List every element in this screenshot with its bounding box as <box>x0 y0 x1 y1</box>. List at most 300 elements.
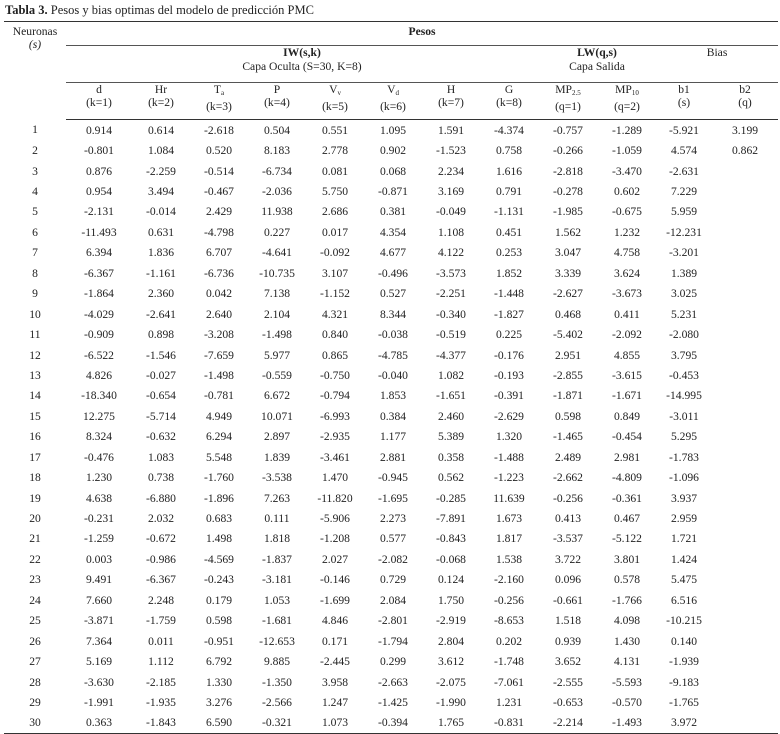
table-cell: -0.871 <box>378 185 408 199</box>
column-header <box>480 83 538 120</box>
table-cell <box>712 202 778 222</box>
table-cell: 0.598 <box>554 409 582 423</box>
table-cell <box>712 427 778 447</box>
table-cell: 4.098 <box>613 614 641 628</box>
table-cell: 0.791 <box>495 185 523 199</box>
table-row <box>4 324 778 344</box>
table-cell: 5.977 <box>263 348 291 362</box>
table-cell: -1.152 <box>320 287 350 301</box>
table-cell: 2.234 <box>437 164 465 178</box>
iw-title: IW(s,k) <box>283 46 321 59</box>
table-cell: 0.578 <box>613 573 641 587</box>
neuron-index: 16 <box>29 430 41 444</box>
table-cell: -0.321 <box>248 713 306 734</box>
column-name <box>598 83 656 100</box>
table-cell: 0.124 <box>437 573 465 587</box>
table-cell: 0.738 <box>147 471 175 485</box>
table-cell: 0.202 <box>495 634 523 648</box>
table-cell: 3.107 <box>321 266 349 280</box>
table-row <box>4 651 778 671</box>
table-cell: 8.324 <box>85 430 113 444</box>
table-cell: 5.295 <box>670 430 698 444</box>
table-cell: 0.504 <box>263 123 291 137</box>
table-cell: -4.569 <box>204 552 234 566</box>
table-cell: 4.122 <box>437 246 465 260</box>
column-name <box>538 83 598 100</box>
table-cell: 5.389 <box>437 430 465 444</box>
table-cell: -2.566 <box>262 695 292 709</box>
table-cell: 3.612 <box>437 655 465 669</box>
column-header <box>190 83 248 120</box>
table-cell: -6.993 <box>320 409 350 423</box>
column-index: (k=6) <box>380 100 406 113</box>
table-cell: 1.084 <box>147 144 175 158</box>
table-cell: 9.885 <box>263 655 291 669</box>
table-cell: -0.653 <box>553 695 583 709</box>
column-index: (k=2) <box>148 96 174 109</box>
neuron-index: 1 <box>32 123 38 137</box>
table-cell: -9.183 <box>669 675 699 689</box>
column-header <box>656 83 712 120</box>
neuronas-header <box>4 22 66 120</box>
table-cell: -4.029 <box>84 307 114 321</box>
table-row <box>4 304 778 324</box>
table-cell: 1.230 <box>85 471 113 485</box>
lw-sub: Capa Salida <box>569 60 625 73</box>
table-cell: -2.855 <box>553 368 583 382</box>
table-cell: -1.843 <box>132 713 190 734</box>
table-cell: 2.084 <box>379 593 407 607</box>
table-cell: -1.493 <box>598 713 656 734</box>
table-cell: -0.559 <box>262 368 292 382</box>
table-cell: 4.826 <box>85 368 113 382</box>
table-cell: 4.846 <box>321 614 349 628</box>
iw-sub: Capa Oculta (S=30, K=8) <box>242 60 362 73</box>
table-cell: -0.068 <box>436 552 466 566</box>
table-cell: -0.909 <box>84 328 114 342</box>
table-cell: -10.215 <box>666 614 702 628</box>
table-cell: 0.253 <box>495 246 523 260</box>
table-cell: -1.523 <box>436 144 466 158</box>
table-cell: 2.104 <box>263 307 291 321</box>
table-cell: 3.339 <box>554 266 582 280</box>
table-cell: -12.653 <box>259 634 295 648</box>
table-cell: 3.169 <box>437 185 465 199</box>
caption-label: Tabla 3. <box>5 3 48 17</box>
column-name <box>656 83 712 96</box>
table-cell: 0.562 <box>437 471 465 485</box>
table-cell: 2.027 <box>321 552 349 566</box>
table-cell: 3.958 <box>321 675 349 689</box>
table-cell: -2.662 <box>553 471 583 485</box>
table-cell: 0.451 <box>495 225 523 239</box>
table-cell: 0.381 <box>379 205 407 219</box>
column-name <box>190 83 248 100</box>
table-cell: 1.095 <box>379 123 407 137</box>
table-cell: 1.817 <box>495 532 523 546</box>
table-cell: 0.468 <box>554 307 582 321</box>
table-cell: 1.616 <box>495 164 523 178</box>
table-cell: -0.632 <box>146 430 176 444</box>
table-cell: -2.131 <box>84 205 114 219</box>
table-cell: -0.831 <box>480 713 538 734</box>
table-cell: 1.232 <box>613 225 641 239</box>
table-cell <box>712 549 778 569</box>
table-cell: 3.624 <box>613 266 641 280</box>
table-cell: -3.615 <box>612 368 642 382</box>
table-cell: 1.852 <box>495 266 523 280</box>
table-cell: -3.673 <box>612 287 642 301</box>
column-name <box>480 83 538 96</box>
table-cell: -14.995 <box>666 389 702 403</box>
table-cell: -6.367 <box>146 573 176 587</box>
table-cell: 0.631 <box>147 225 175 239</box>
table-row <box>4 631 778 651</box>
table-cell: 0.954 <box>85 185 113 199</box>
neuron-index: 8 <box>32 266 38 280</box>
table-cell: -1.096 <box>669 471 699 485</box>
table-row <box>4 161 778 181</box>
table-cell: -0.661 <box>553 593 583 607</box>
table-cell: 6.516 <box>670 593 698 607</box>
table-cell: -2.160 <box>494 573 524 587</box>
table-cell: 4.321 <box>321 307 349 321</box>
neuron-index: 4 <box>32 185 38 199</box>
table-cell: 7.660 <box>85 593 113 607</box>
table-cell: -3.011 <box>669 409 699 423</box>
table-cell: 3.795 <box>670 348 698 362</box>
table-cell: -1.896 <box>204 491 234 505</box>
table-cell: 5.475 <box>670 573 698 587</box>
table-cell: -2.185 <box>146 675 176 689</box>
table-cell: 11.639 <box>493 491 525 505</box>
table-cell: 0.849 <box>613 409 641 423</box>
neuron-index: 13 <box>29 368 41 382</box>
table-cell: 5.959 <box>670 205 698 219</box>
table-cell: -1.827 <box>494 307 524 321</box>
table-row <box>4 611 778 631</box>
table-cell: 7.263 <box>263 491 291 505</box>
table-cell: 6.707 <box>205 246 233 260</box>
neuron-index: 30 <box>4 713 66 734</box>
table-cell: -3.871 <box>84 614 114 628</box>
neuron-index: 27 <box>29 655 41 669</box>
column-header <box>66 83 132 120</box>
table-cell: -0.843 <box>436 532 466 546</box>
table-cell: -2.629 <box>494 409 524 423</box>
table-cell: 0.358 <box>437 450 465 464</box>
table-cell: 1.231 <box>495 695 523 709</box>
table-cell: -1.864 <box>84 287 114 301</box>
table-cell: 4.855 <box>613 348 641 362</box>
neuron-index: 11 <box>29 328 41 342</box>
table-row <box>4 222 778 242</box>
table-cell: -6.736 <box>204 266 234 280</box>
table-cell: 0.914 <box>85 123 113 137</box>
table-cell: -5.593 <box>612 675 642 689</box>
neuron-index: 29 <box>29 695 41 709</box>
table-cell: -12.231 <box>666 225 702 239</box>
table-cell: -0.394 <box>364 713 422 734</box>
column-subscript: 2.5 <box>572 89 581 97</box>
table-cell: -3.461 <box>320 450 350 464</box>
table-cell: 2.429 <box>205 205 233 219</box>
column-symbol: H <box>446 83 456 96</box>
table-row <box>4 590 778 610</box>
table-cell: 1.053 <box>263 593 291 607</box>
table-cell: 0.140 <box>670 634 698 648</box>
neuron-index: 9 <box>32 287 38 301</box>
table-cell: -1.259 <box>84 532 114 546</box>
neuron-index: 20 <box>29 512 41 526</box>
table-cell: -0.654 <box>146 389 176 403</box>
table-row <box>4 713 778 734</box>
neuron-index: 24 <box>29 593 41 607</box>
table-cell: -0.040 <box>378 368 408 382</box>
table-row <box>4 447 778 467</box>
table-cell: -7.891 <box>436 512 466 526</box>
table-cell: 1.083 <box>147 450 175 464</box>
table-cell: 3.801 <box>613 552 641 566</box>
table-cell: -2.935 <box>320 430 350 444</box>
table-cell: -0.476 <box>84 450 114 464</box>
lw-title: LW(q,s) <box>577 46 617 59</box>
table-cell: 0.068 <box>379 164 407 178</box>
table-row <box>4 365 778 385</box>
table-cell: 3.937 <box>670 491 698 505</box>
table-cell: -1.425 <box>378 695 408 709</box>
table-cell: 1.082 <box>437 368 465 382</box>
table-cell: -1.498 <box>204 368 234 382</box>
header-row-2 <box>4 46 778 83</box>
table-cell: -0.014 <box>146 205 176 219</box>
table-cell <box>712 631 778 651</box>
table-cell: -0.340 <box>436 307 466 321</box>
neuron-index: 19 <box>29 491 41 505</box>
table-cell: -2.082 <box>378 552 408 566</box>
table-cell: 0.527 <box>379 287 407 301</box>
table-cell: -3.201 <box>669 246 699 260</box>
table-row <box>4 467 778 487</box>
column-index: (k=8) <box>496 96 522 109</box>
table-cell: -1.699 <box>320 593 350 607</box>
column-header <box>598 83 656 120</box>
table-cell: -0.945 <box>378 471 408 485</box>
table-cell: 1.247 <box>321 695 349 709</box>
table-cell: -4.785 <box>378 348 408 362</box>
table-cell: -1.990 <box>436 695 466 709</box>
table-cell <box>712 488 778 508</box>
table-cell: 3.025 <box>670 287 698 301</box>
column-name <box>712 83 778 96</box>
table-cell: 8.344 <box>379 307 407 321</box>
table-cell: -2.641 <box>146 307 176 321</box>
table-cell: -3.181 <box>262 573 292 587</box>
table-row <box>4 345 778 365</box>
table-cell: 0.614 <box>147 123 175 137</box>
column-index: (k=1) <box>86 96 112 109</box>
table-cell: -18.340 <box>81 389 117 403</box>
column-index: (k=4) <box>264 96 290 109</box>
table-cell: -1.161 <box>146 266 176 280</box>
table-cell: -0.285 <box>436 491 466 505</box>
table-row <box>4 284 778 304</box>
table-cell: -0.231 <box>84 512 114 526</box>
table-row <box>4 263 778 283</box>
table-cell <box>712 529 778 549</box>
column-symbol: MP <box>615 83 632 96</box>
table-cell: -4.809 <box>612 471 642 485</box>
neuron-index: 15 <box>29 409 41 423</box>
table-cell: 1.836 <box>147 246 175 260</box>
column-name <box>306 83 364 100</box>
neuron-index: 7 <box>32 246 38 260</box>
table-cell: -5.906 <box>320 512 350 526</box>
table-cell: -2.445 <box>320 655 350 669</box>
table-row <box>4 672 778 692</box>
table-cell <box>712 284 778 304</box>
table-row <box>4 508 778 528</box>
table-cell: 1.538 <box>495 552 523 566</box>
table-cell: -4.377 <box>436 348 466 362</box>
neuron-index: 6 <box>32 225 38 239</box>
table-cell: 0.227 <box>263 225 291 239</box>
column-index: (q=2) <box>614 100 640 113</box>
table-cell <box>712 467 778 487</box>
table-cell: -5.714 <box>146 409 176 423</box>
table-cell: -0.570 <box>612 695 642 709</box>
table-cell: 0.411 <box>614 307 640 321</box>
table-cell: -1.059 <box>612 144 642 158</box>
column-symbol: V <box>387 83 396 96</box>
table-cell: 0.520 <box>205 144 233 158</box>
table-cell: 7.364 <box>85 634 113 648</box>
column-subscript: a <box>220 89 225 97</box>
table-cell: -2.214 <box>538 713 598 734</box>
table-cell: -2.259 <box>146 164 176 178</box>
table-cell: -0.176 <box>494 348 524 362</box>
column-symbol: V <box>329 83 338 96</box>
table-cell: -8.653 <box>494 614 524 628</box>
table-cell: -1.748 <box>494 655 524 669</box>
table-cell <box>712 324 778 344</box>
table-cell: 7.229 <box>670 185 698 199</box>
table-cell: 1.470 <box>321 471 349 485</box>
table-cell: -1.760 <box>204 471 234 485</box>
column-subscript: v <box>337 89 341 97</box>
table-cell: 3.494 <box>147 185 175 199</box>
table-cell: -0.750 <box>320 368 350 382</box>
table-cell: 1.073 <box>306 713 364 734</box>
table-cell: -1.223 <box>494 471 524 485</box>
table-cell: 0.902 <box>379 144 407 158</box>
table-cell: 1.765 <box>422 713 480 734</box>
table-cell: 1.498 <box>205 532 233 546</box>
table-cell: 0.602 <box>613 185 641 199</box>
column-symbol: b2 <box>739 83 751 96</box>
table-row <box>4 243 778 263</box>
neuronas-s: (s) <box>28 38 42 51</box>
table-cell: -2.631 <box>669 164 699 178</box>
neuron-index: 10 <box>29 307 41 321</box>
table-cell: 3.652 <box>554 655 582 669</box>
table-cell: -10.735 <box>259 266 295 280</box>
table-cell: 2.489 <box>554 450 582 464</box>
table-cell: -1.651 <box>436 389 466 403</box>
table-cell: -6.734 <box>262 164 292 178</box>
table-cell: -1.939 <box>669 655 699 669</box>
table-cell: -1.794 <box>378 634 408 648</box>
table-cell: 2.951 <box>554 348 582 362</box>
table-cell: -1.208 <box>320 532 350 546</box>
table-cell: 0.898 <box>147 328 175 342</box>
table-cell: -0.038 <box>378 328 408 342</box>
table-cell: 0.939 <box>554 634 582 648</box>
column-index: (s) <box>677 96 691 109</box>
table-cell: -2.251 <box>436 287 466 301</box>
column-subscript: 10 <box>631 89 639 97</box>
table-cell: 1.721 <box>670 532 698 546</box>
table-cell: -0.027 <box>146 368 176 382</box>
table-cell: -1.681 <box>262 614 292 628</box>
neuron-index: 23 <box>29 573 41 587</box>
table-cell <box>712 570 778 590</box>
table-cell: 0.598 <box>205 614 233 628</box>
table-cell: 0.225 <box>495 328 523 342</box>
table-row <box>4 181 778 201</box>
table-cell: 6.672 <box>263 389 291 403</box>
table-cell: 4.131 <box>613 655 641 669</box>
table-cell: -2.919 <box>436 614 466 628</box>
table-cell: -2.075 <box>436 675 466 689</box>
table-cell: -0.193 <box>494 368 524 382</box>
table-cell: 1.177 <box>379 430 407 444</box>
table-cell: 1.108 <box>437 225 465 239</box>
table-cell: 0.011 <box>148 634 174 648</box>
table-cell: 0.865 <box>321 348 349 362</box>
table-cell: -3.470 <box>612 164 642 178</box>
table-cell: 3.722 <box>554 552 582 566</box>
column-header <box>712 83 778 120</box>
table-cell <box>712 508 778 528</box>
column-symbol: T <box>213 83 221 96</box>
weights-table <box>4 21 778 734</box>
table-cell: 0.017 <box>321 225 349 239</box>
column-symbol: b1 <box>678 83 690 96</box>
table-cell: 2.460 <box>437 409 465 423</box>
table-cell: -5.921 <box>669 123 699 137</box>
table-cell: -1.465 <box>553 430 583 444</box>
table-cell: 1.424 <box>670 552 698 566</box>
table-cell: -1.765 <box>669 695 699 709</box>
table-cell: -0.361 <box>612 491 642 505</box>
table-cell: -0.391 <box>494 389 524 403</box>
column-index: (k=3) <box>206 100 232 113</box>
table-cell: -0.454 <box>612 430 642 444</box>
table-cell: 0.876 <box>85 164 113 178</box>
table-cell: 0.096 <box>554 573 582 587</box>
table-cell: 2.273 <box>379 512 407 526</box>
table-cell: -2.036 <box>262 185 292 199</box>
table-cell: -5.122 <box>612 532 642 546</box>
column-index: (q) <box>738 96 752 109</box>
table-cell: -4.641 <box>262 246 292 260</box>
table-cell: -1.695 <box>378 491 408 505</box>
table-cell: -0.453 <box>669 368 699 382</box>
table-cell: 3.972 <box>656 713 712 734</box>
table-cell: 0.577 <box>379 532 407 546</box>
table-cell: -7.659 <box>204 348 234 362</box>
